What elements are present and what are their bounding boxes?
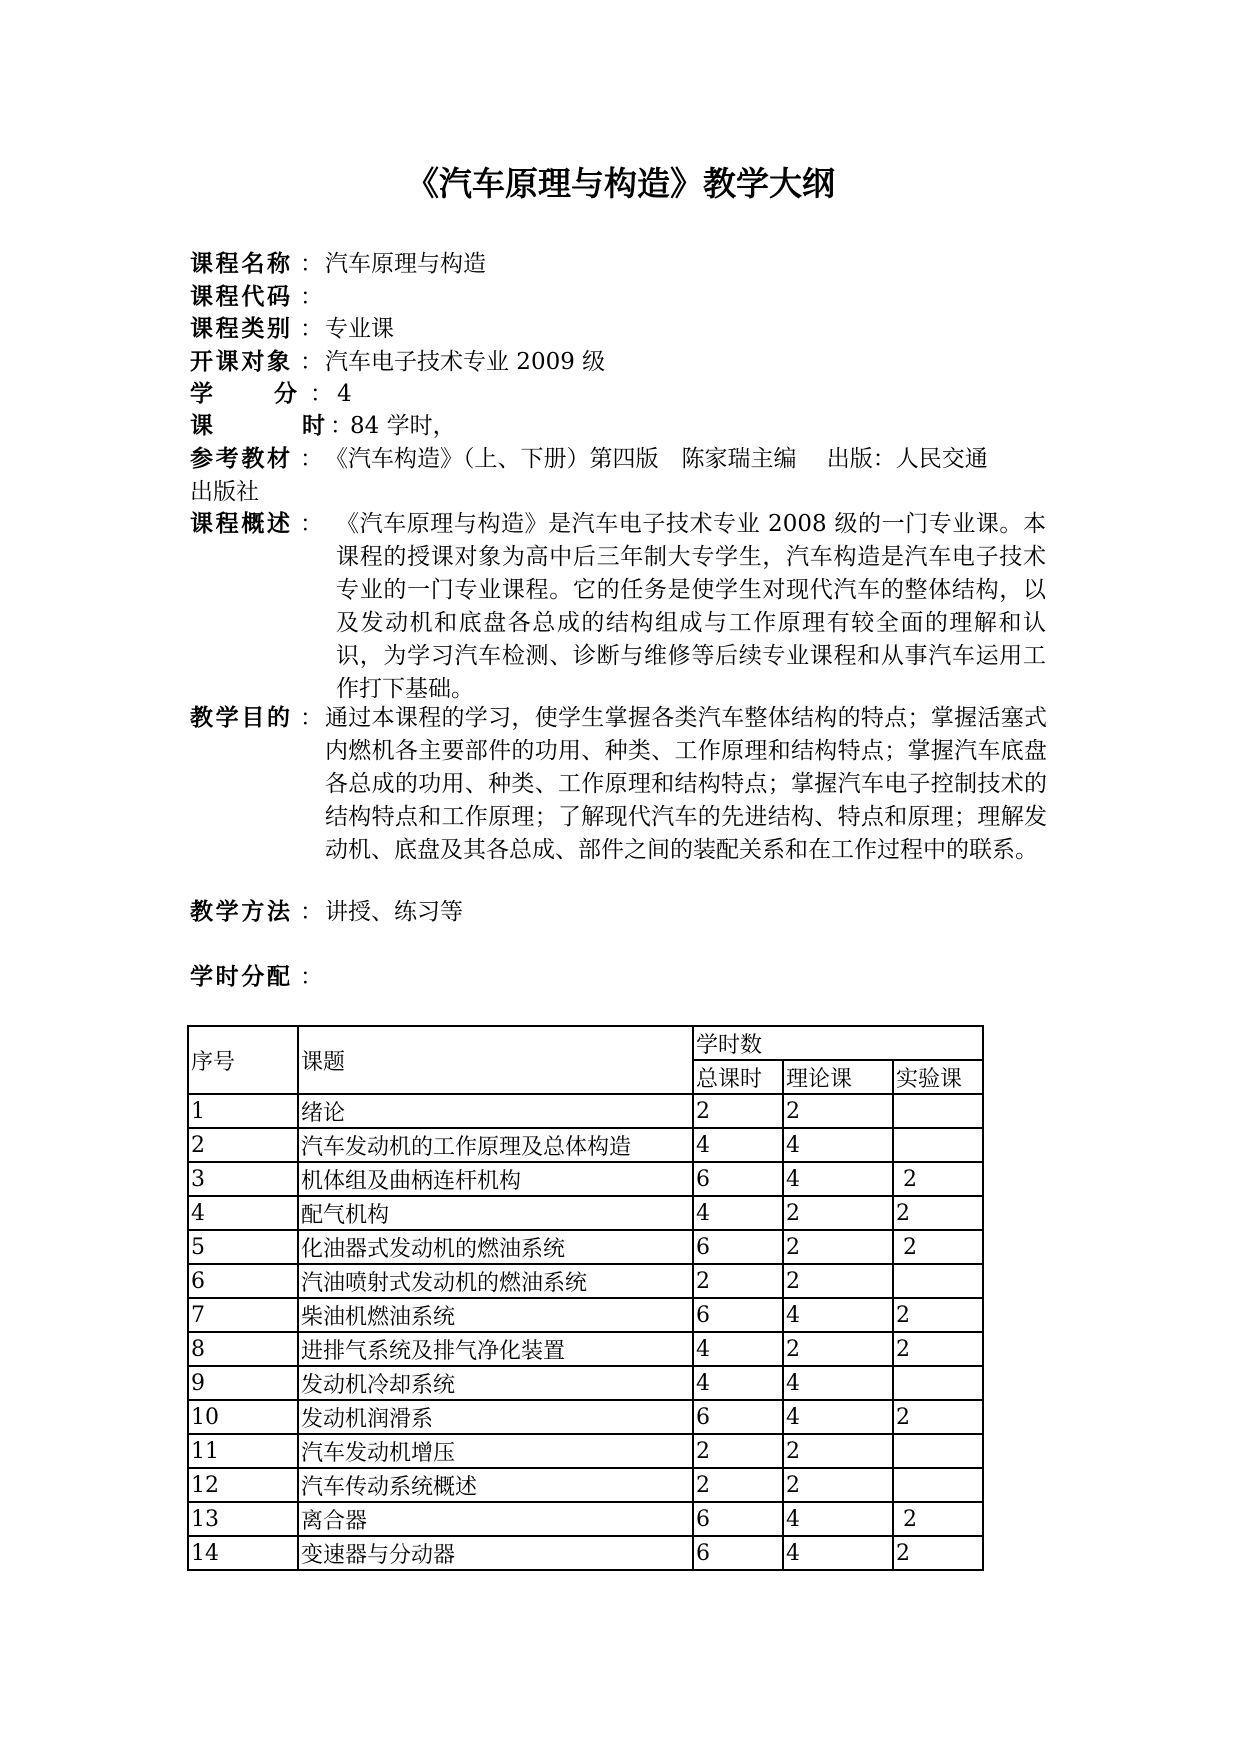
cell-theory: 2 [783,1230,893,1264]
cell-lab: 2 [893,1298,983,1332]
hours-colon: ： [330,413,353,439]
allocation-colon: ： [300,964,323,990]
cell-theory: 4 [783,1502,893,1536]
cell-topic: 汽车发动机的工作原理及总体构造 [298,1128,693,1162]
cell-total: 4 [693,1366,783,1400]
cell-no: 8 [188,1332,298,1366]
cell-theory: 2 [783,1434,893,1468]
target-value: 汽车电子技术专业 2009 级 [325,349,606,375]
cell-no: 2 [188,1128,298,1162]
header-topic: 课题 [298,1026,693,1094]
cell-lab: 2 [893,1502,983,1536]
cell-lab [893,1094,983,1128]
cell-total: 2 [693,1094,783,1128]
cell-theory: 4 [783,1536,893,1570]
document-title: 《汽车原理与构造》教学大纲 [406,164,835,203]
cell-no: 12 [188,1468,298,1502]
cell-total: 6 [693,1400,783,1434]
cell-total: 4 [693,1196,783,1230]
table-row [188,1434,983,1468]
table-row [188,1468,983,1502]
header-no: 序号 [188,1026,298,1094]
cell-theory: 2 [783,1196,893,1230]
cell-topic: 柴油机燃油系统 [298,1298,693,1332]
cell-lab: 2 [893,1230,983,1264]
course-category-label: 课程类别 [190,316,290,342]
cell-total: 2 [693,1434,783,1468]
cell-no: 5 [188,1230,298,1264]
course-code-colon: ： [300,284,323,310]
overview-text: 《汽车原理与构造》是汽车电子技术专业 2008 级的一门专业课。本课程的授课对象为高中后三年制大专学生，汽车构造是汽车电子技术专业的一门专业课程。它的任务是使学生对现代汽车的整体结构，以及发动机和底盘各总成的结构组成与工作原理有较全面的理解和认识，为学习汽车检测、诊断与维修等后续专业课程和从事汽车运用工作打下基础。 [336,511,1046,702]
cell-total: 4 [693,1332,783,1366]
cell-theory: 4 [783,1128,893,1162]
cell-lab: 2 [893,1162,983,1196]
cell-lab: 2 [893,1332,983,1366]
table-row [188,1128,983,1162]
cell-total: 6 [693,1230,783,1264]
cell-no: 11 [188,1434,298,1468]
table-row [188,1502,983,1536]
cell-lab: 2 [893,1536,983,1570]
cell-theory: 4 [783,1400,893,1434]
table-header-row [188,1026,983,1060]
cell-topic: 离合器 [298,1502,693,1536]
cell-no: 9 [188,1366,298,1400]
cell-total: 4 [693,1128,783,1162]
credits-value: 4 [337,381,352,407]
hours-allocation-table [187,1025,984,1571]
target-colon: ： [300,349,323,375]
cell-total: 6 [693,1502,783,1536]
objective-colon: ： [300,705,323,731]
cell-no: 10 [188,1400,298,1434]
table-body [188,1094,983,1570]
cell-total: 2 [693,1468,783,1502]
cell-total: 6 [693,1162,783,1196]
cell-topic: 进排气系统及排气净化装置 [298,1332,693,1366]
cell-no: 6 [188,1264,298,1298]
cell-no: 3 [188,1162,298,1196]
cell-lab: 2 [893,1400,983,1434]
cell-theory: 2 [783,1468,893,1502]
header-lab: 实验课 [893,1060,983,1094]
table-row [188,1094,983,1128]
method-label: 教学方法 [190,899,290,925]
textbook-value-line2: 出版社 [190,479,259,505]
cell-theory: 2 [783,1094,893,1128]
credits-colon: ： [310,381,333,407]
target-label: 开课对象 [190,349,290,375]
cell-topic: 配气机构 [298,1196,693,1230]
table-row [188,1536,983,1570]
cell-topic: 机体组及曲柄连杆机构 [298,1162,693,1196]
cell-theory: 4 [783,1298,893,1332]
method-value: 讲授、练习等 [325,899,463,925]
cell-topic: 汽车发动机增压 [298,1434,693,1468]
header-theory: 理论课 [783,1060,893,1094]
header-hours: 学时数 [693,1026,983,1060]
cell-no: 7 [188,1298,298,1332]
credits-label-left: 学 [190,381,213,407]
cell-topic: 绪论 [298,1094,693,1128]
cell-topic: 汽油喷射式发动机的燃油系统 [298,1264,693,1298]
course-name-colon: ： [300,251,323,277]
cell-topic: 化油器式发动机的燃油系统 [298,1230,693,1264]
credits-label-right: 分 [274,381,297,407]
course-category-colon: ： [300,316,323,342]
cell-lab [893,1468,983,1502]
allocation-label: 学时分配 [190,964,290,990]
table-row [188,1162,983,1196]
cell-theory: 4 [783,1162,893,1196]
cell-topic: 变速器与分动器 [298,1536,693,1570]
header-total: 总课时 [693,1060,783,1094]
table-row [188,1196,983,1230]
overview-colon: ： [300,511,323,537]
textbook-label: 参考教材 [190,446,290,472]
table-row [188,1400,983,1434]
cell-lab [893,1264,983,1298]
cell-lab: 2 [893,1196,983,1230]
method-colon: ： [300,899,323,925]
cell-no: 14 [188,1536,298,1570]
course-name-value: 汽车原理与构造 [325,251,486,277]
cell-topic: 发动机润滑系 [298,1400,693,1434]
cell-theory: 4 [783,1366,893,1400]
table-row [188,1332,983,1366]
textbook-value-line1: 《汽车构造》（上、下册）第四版 陈家瑞主编 出版：人民交通 [325,446,988,472]
cell-total: 6 [693,1536,783,1570]
cell-lab [893,1434,983,1468]
course-code-label: 课程代码 [190,284,290,310]
cell-theory: 2 [783,1332,893,1366]
cell-total: 6 [693,1298,783,1332]
table-row [188,1366,983,1400]
cell-topic: 汽车传动系统概述 [298,1468,693,1502]
objective-label: 教学目的 [190,705,290,731]
cell-topic: 发动机冷却系统 [298,1366,693,1400]
table-row [188,1230,983,1264]
overview-label: 课程概述 [190,511,290,537]
cell-lab [893,1366,983,1400]
textbook-colon: ： [300,446,323,472]
hours-label-right: 时 [302,413,325,439]
hours-label-left: 课 [190,413,213,439]
cell-no: 13 [188,1502,298,1536]
hours-value: 84 学时， [350,413,456,439]
cell-theory: 2 [783,1264,893,1298]
cell-no: 4 [188,1196,298,1230]
cell-no: 1 [188,1094,298,1128]
cell-lab [893,1128,983,1162]
cell-total: 2 [693,1264,783,1298]
table-row [188,1298,983,1332]
course-name-label: 课程名称 [190,251,290,277]
table-row [188,1264,983,1298]
objective-text: 通过本课程的学习，使学生掌握各类汽车整体结构的特点；掌握活塞式内燃机各主要部件的功用、种类、工作原理和结构特点；掌握汽车底盘各总成的功用、种类、工作原理和结构特点；掌握汽车电子控制技术的结构特点和工作原理；了解现代汽车的先进结构、特点和原理；理解发动机、底盘及其各总成、部件之间的装配关系和在工作过程中的联系。 [325,705,1047,863]
course-category-value: 专业课 [325,316,394,342]
